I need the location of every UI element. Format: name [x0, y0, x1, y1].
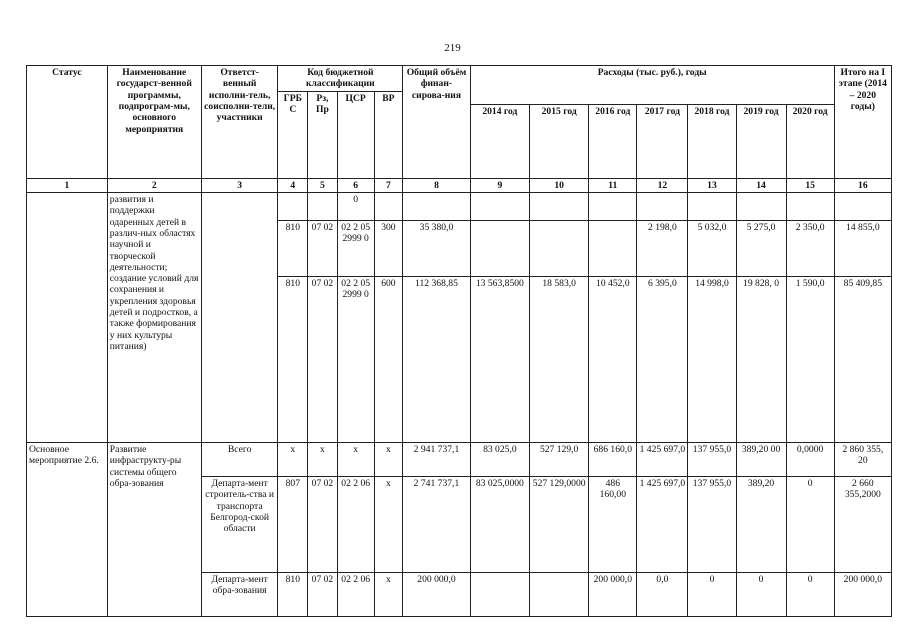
- y2017-cell: 1 425 697,0: [637, 442, 688, 476]
- y2020-cell: 1 590,0: [786, 276, 834, 442]
- y2019-cell: 389,20: [736, 476, 786, 572]
- grbs-cell: 810: [278, 276, 308, 442]
- y2017-cell: 2 198,0: [637, 220, 688, 276]
- vr-cell: 600: [374, 276, 403, 442]
- responsible-cell: [201, 192, 278, 442]
- program-name-cell: развития и поддержки одаренных детей в различ-ных областях научной и творческой деятельности; создание условий для сохранения и укрепления здоровья детей и подростков, а также формирования у них культуры питания): [107, 192, 201, 442]
- y2015-cell: 527 129,0: [530, 442, 589, 476]
- header-2018: 2018 год: [688, 104, 736, 178]
- y2018-cell: 137 955,0: [688, 476, 736, 572]
- header-2017: 2017 год: [637, 104, 688, 178]
- stage-total-cell: 14 855,0: [834, 220, 891, 276]
- responsible-cell: Всего: [201, 442, 278, 476]
- stage-total-cell: 2 660 355,2000: [834, 476, 891, 572]
- csr-cell: х: [337, 442, 374, 476]
- y2015-cell: [530, 220, 589, 276]
- rzpr-cell: 07 02: [308, 476, 338, 572]
- rzpr-cell: 07 02: [308, 220, 338, 276]
- column-number: 7: [374, 178, 403, 192]
- header-2014: 2014 год: [470, 104, 529, 178]
- csr-cell: 02 2 06: [337, 476, 374, 572]
- header-csr: ЦСР: [337, 91, 374, 178]
- y2018-cell: 14 998,0: [688, 276, 736, 442]
- rzpr-cell: 07 02: [308, 572, 338, 616]
- y2019-cell: 5 275,0: [736, 220, 786, 276]
- csr-cell: 02 2 05 2999 0: [337, 220, 374, 276]
- budget-table: [26, 65, 892, 617]
- header-responsible: Ответст-венный исполни-тель, соисполни-тели, участники: [201, 66, 278, 179]
- program-name-cell: Развитие инфраструкту-ры системы общего обра-зования: [107, 442, 201, 616]
- y2019-cell: 19 828, 0: [736, 276, 786, 442]
- table-row: [27, 192, 892, 220]
- header-2016: 2016 год: [589, 104, 637, 178]
- grbs-cell: 807: [278, 476, 308, 572]
- y2018-cell: 137 955,0: [688, 442, 736, 476]
- y2014-cell: 13 563,8500: [470, 276, 529, 442]
- stage-total-cell: 2 860 355, 20: [834, 442, 891, 476]
- y2019-cell: 0: [736, 572, 786, 616]
- stage-total-cell: 200 000,0: [834, 572, 891, 616]
- header-expenses: Расходы (тыс. руб.), годы: [470, 66, 834, 105]
- column-number: 8: [403, 178, 470, 192]
- column-number: 14: [736, 178, 786, 192]
- y2015-cell: 18 583,0: [530, 276, 589, 442]
- total-cell: 2 741 737,1: [403, 476, 470, 572]
- column-number-row: [27, 178, 892, 192]
- y2016-cell: 686 160,0: [589, 442, 637, 476]
- responsible-cell: Департа-мент обра-зования: [201, 572, 278, 616]
- y2018-cell: 5 032,0: [688, 220, 736, 276]
- column-number: 2: [107, 178, 201, 192]
- csr-cell: 0: [337, 192, 374, 220]
- column-number: 16: [834, 178, 891, 192]
- y2017-cell: 6 395,0: [637, 276, 688, 442]
- vr-cell: х: [374, 442, 403, 476]
- y2015-cell: [530, 572, 589, 616]
- y2019-cell: 389,20 00: [736, 442, 786, 476]
- header-stage-total: Итого на I этапе (2014 – 2020 годы): [834, 66, 891, 179]
- status-cell: Основное мероприятие 2.6.: [27, 442, 108, 616]
- header-status: Статус: [27, 66, 108, 179]
- y2018-cell: 0: [688, 572, 736, 616]
- y2017-cell: 0,0: [637, 572, 688, 616]
- total-cell: 35 380,0: [403, 220, 470, 276]
- column-number: 12: [637, 178, 688, 192]
- y2020-cell: 0: [786, 572, 834, 616]
- vr-cell: 300: [374, 220, 403, 276]
- column-number: 13: [688, 178, 736, 192]
- total-cell: 200 000,0: [403, 572, 470, 616]
- vr-cell: х: [374, 476, 403, 572]
- total-cell: 2 941 737,1: [403, 442, 470, 476]
- status-cell: [27, 192, 108, 442]
- total-cell: 112 368,85: [403, 276, 470, 442]
- page-number: 219: [444, 42, 461, 54]
- column-number: 4: [278, 178, 308, 192]
- y2014-cell: 83 025,0: [470, 442, 529, 476]
- responsible-cell: Департа-мент строитель-ства и транспорта Белгород-ской области: [201, 476, 278, 572]
- grbs-cell: х: [278, 442, 308, 476]
- column-number: 5: [308, 178, 338, 192]
- header-grbs: ГРБ С: [278, 91, 308, 178]
- column-number: 10: [530, 178, 589, 192]
- y2014-cell: [470, 220, 529, 276]
- y2020-cell: 0,0000: [786, 442, 834, 476]
- y2015-cell: 527 129,0000: [530, 476, 589, 572]
- y2016-cell: 486 160,00: [589, 476, 637, 572]
- y2017-cell: 1 425 697,0: [637, 476, 688, 572]
- y2016-cell: 10 452,0: [589, 276, 637, 442]
- rzpr-cell: х: [308, 442, 338, 476]
- header-rzpr: Рз, Пр: [308, 91, 338, 178]
- y2020-cell: 2 350,0: [786, 220, 834, 276]
- y2016-cell: [589, 220, 637, 276]
- column-number: 6: [337, 178, 374, 192]
- grbs-cell: 810: [278, 220, 308, 276]
- column-number: 11: [589, 178, 637, 192]
- y2016-cell: 200 000,0: [589, 572, 637, 616]
- column-number: 1: [27, 178, 108, 192]
- column-number: 15: [786, 178, 834, 192]
- stage-total-cell: 85 409,85: [834, 276, 891, 442]
- y2014-cell: [470, 572, 529, 616]
- csr-cell: 02 2 06: [337, 572, 374, 616]
- header-2015: 2015 год: [530, 104, 589, 178]
- column-number: 9: [470, 178, 529, 192]
- csr-cell: 02 2 05 2999 0: [337, 276, 374, 442]
- vr-cell: х: [374, 572, 403, 616]
- grbs-cell: 810: [278, 572, 308, 616]
- rzpr-cell: 07 02: [308, 276, 338, 442]
- column-number: 3: [201, 178, 278, 192]
- table-row: [27, 442, 892, 476]
- header-name: Наименование государст-венной программы, подпрограм-мы, основного мероприятия: [107, 66, 201, 179]
- y2020-cell: 0: [786, 476, 834, 572]
- y2014-cell: 83 025,0000: [470, 476, 529, 572]
- header-vr: ВР: [374, 91, 403, 178]
- header-2019: 2019 год: [736, 104, 786, 178]
- header-budget-code: Код бюджетной классификации: [278, 66, 403, 92]
- header-total-volume: Общий объём финан-сирова-ния: [403, 66, 470, 179]
- header-2020: 2020 год: [786, 104, 834, 178]
